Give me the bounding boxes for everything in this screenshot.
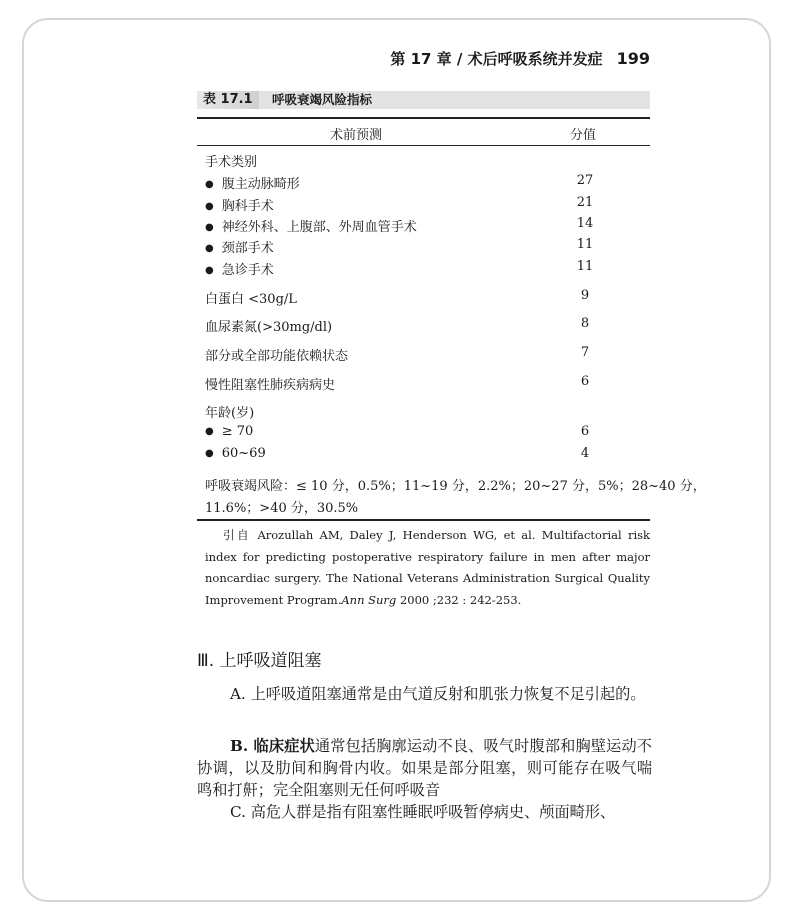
table-row-score: 7 bbox=[580, 345, 590, 360]
table-title: 呼吸衰竭风险指标 bbox=[272, 92, 373, 107]
table-row-label: ● ≥ 70 bbox=[205, 424, 253, 439]
section-heading: Ⅲ. 上呼吸道阻塞 bbox=[197, 651, 322, 671]
table-row-label: ● 急诊手术 bbox=[205, 259, 274, 278]
risk-footnote-line2: 11.6%；>40 分，30.5% bbox=[205, 501, 359, 516]
table-bottom-rule bbox=[197, 519, 650, 521]
table-row-score: 6 bbox=[580, 424, 590, 439]
paragraph-b: B. 临床症状通常包括胸廓运动不良、吸气时腹部和胸壁运动不协调，以及肋间和胸骨内收。如果是部分阻塞，则可能存在吸气喘鸣和打鼾；完全阻塞则无任何呼吸音 bbox=[197, 737, 652, 800]
table-row-score: 8 bbox=[580, 316, 590, 331]
table-row-label: 血尿素氮(>30mg/dl) bbox=[205, 320, 333, 335]
table-row-score: 11 bbox=[576, 237, 594, 252]
table-row-score: 9 bbox=[580, 288, 590, 303]
table-row-label: 部分或全部功能依赖状态 bbox=[205, 349, 349, 364]
paragraph-c: C. 高危人群是指有阻塞性睡眠呼吸暂停病史、颅面畸形、 bbox=[230, 803, 616, 821]
chapter-title: 第 17 章 / 术后呼吸系统并发症 bbox=[390, 50, 603, 68]
column-header-predictor: 术前预测 bbox=[330, 128, 383, 143]
running-header bbox=[360, 48, 650, 69]
table-row-score: 4 bbox=[580, 446, 590, 461]
table-row-label: ● 60~69 bbox=[205, 446, 266, 461]
table-row-label: 年龄(岁) bbox=[205, 406, 255, 421]
risk-footnote-line1: 呼吸衰竭风险：≤ 10 分，0.5%；11~19 分，2.2%；20~27 分，5%；28~40 分， bbox=[205, 479, 706, 494]
table-row-label: 白蛋白 <30g/L bbox=[205, 292, 297, 307]
table-row-label: ● 胸科手术 bbox=[205, 195, 274, 214]
column-header-score: 分值 bbox=[570, 128, 597, 143]
page-number: 199 bbox=[616, 49, 650, 68]
table-row-score: 21 bbox=[576, 195, 594, 210]
table-row-score: 27 bbox=[576, 173, 594, 188]
table-number: 表 17.1 bbox=[197, 91, 259, 109]
paragraph-a: A. 上呼吸道阻塞通常是由气道反射和肌张力恢复不足引起的。 bbox=[230, 685, 646, 703]
table-row-label: 慢性阻塞性肺疾病病史 bbox=[205, 378, 336, 393]
table-row-score: 14 bbox=[576, 216, 594, 231]
table-row-label: ● 颈部手术 bbox=[205, 237, 274, 256]
table-row-label: ● 腹主动脉畸形 bbox=[205, 173, 300, 192]
table-row-score: 6 bbox=[580, 374, 590, 389]
citation: 引自 Arozullah AM, Daley J, Henderson WG, et al. Multifactorial risk index for predicting postoperative respiratory failure in men after major noncardiac surgery. The National Veterans Administration Surgical Quality Improvement Program.Ann Surg 2000 ;232 : 242-253. bbox=[205, 528, 650, 607]
table-title-bar bbox=[197, 91, 650, 109]
table-header-rule bbox=[197, 145, 650, 146]
table-row-label: ● 神经外科、上腹部、外周血管手术 bbox=[205, 216, 417, 235]
table-row-label: 手术类别 bbox=[205, 155, 258, 170]
table-row-score: 11 bbox=[576, 259, 594, 274]
table-top-rule bbox=[197, 117, 650, 119]
